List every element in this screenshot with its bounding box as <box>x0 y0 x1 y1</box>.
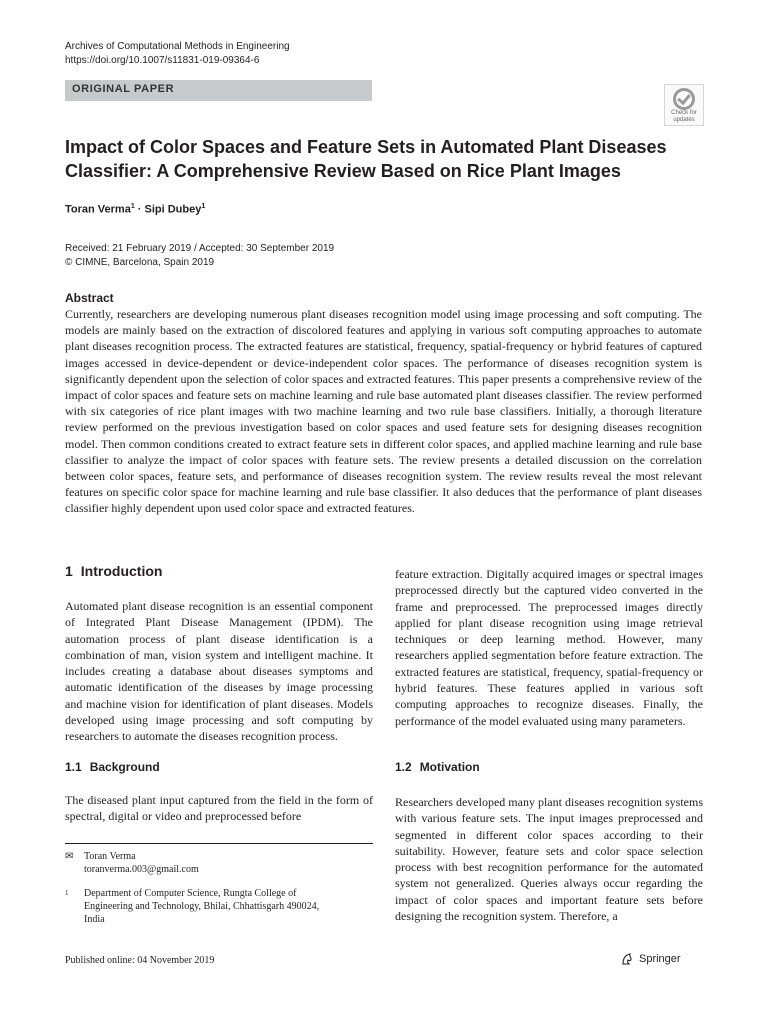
published-online-date: Published online: 04 November 2019 <box>65 955 215 966</box>
subsection-heading-motivation <box>395 760 480 774</box>
author-separator: · <box>134 203 145 216</box>
publisher-logo[interactable] <box>620 952 681 966</box>
motivation-paragraph: Researchers developed many plant diseases recognition systems with various feature sets. The input images preprocessed and segmented in different color spaces according to their suitability. However, feature sets and color space selection process with best recognition performance for the automated system not generalized. Queries always occur regarding the impact of color spaces and important feature sets before designing the recognition system. Therefore, a <box>395 795 703 924</box>
publisher-name: Springer <box>639 953 681 965</box>
check-updates-label-2: updates <box>673 117 695 123</box>
abstract-heading: Abstract <box>65 291 114 305</box>
affiliation-mark: 1 <box>201 203 206 210</box>
affiliation-text: Department of Computer Science, Rungta College of Engineering and Technology, Bhilai, Chhattisgarh 490024, India <box>84 888 320 925</box>
footnote-divider <box>65 843 373 844</box>
author-list <box>65 203 205 216</box>
subsection-number: 1.2 <box>395 760 412 774</box>
journal-name: Archives of Computational Methods in Engineering <box>65 41 290 52</box>
abstract-text: Currently, researchers are developing numerous plant diseases recognition model using image processing and soft computing. The models are mainly based on the extraction of discolored features and applying in various soft computing approaches to automate plant diseases recognition process. The extracted features are statistical, frequency, spatial-frequency or hybrid features of captured images accessed in device-dependent or device-independent color spaces. The performance of diseases recognition system is significantly dependent upon the selection of color spaces and extracted features. This paper presents a comprehensive review of the impact of color spaces and feature sets on machine learning and rule base automated plant diseases classifier. The review performed with six categories of rice plant images with two machine learning and two rule base classifiers. Initially, a thorough literature review performed on the previous investigation based on color spaces and used feature sets for designing diseases recognition model. Then common conditions created to extract feature sets in different color spaces, and applied machine learning and rule base classifier to analyze the impact of color spaces with feature sets. The review presents a detailed discussion on the correlation between color spaces, feature sets, and performance of diseases recognition system. The review results reveal the most relevant features on specific color space for machine learning and rule base classifier. It also deduces that the performance of plant diseases classifier highly dependent upon used color space and extracted features. <box>65 307 702 516</box>
introduction-continued-paragraph: feature extraction. Digitally acquired images or spectral images preprocessed directly but the captured video converted in the frame and preprocessed. The preprocessed images directly applied for plant disease recognition using image retrieval techniques or deep learning method. However, many researchers applied segmentation before feature extraction. The extracted features are statistical, frequency, spatial-frequency or hybrid features. These features applied in various soft computing approaches to recognize diseases. Finally, the performance of the model evaluated using many parameters. <box>395 567 703 728</box>
introduction-paragraph: Automated plant disease recognition is an essential component of Integrated Plant Disease Management (IPDM). The automation process of plant disease identification is a combination of man, vision system and intelligent machine. It includes creating a database about diseases symptoms and automatic identification of the diseases by image processing and machine vision for identification of plant diseases. Models developed using image processing and soft computing by researchers to automate the diseases recognition process. <box>65 599 373 744</box>
corresponding-author-name: Toran Verma <box>84 851 136 862</box>
section-number: 1 <box>65 563 73 579</box>
envelope-icon: ✉ <box>65 851 74 862</box>
affiliation-mark: 1 <box>130 203 135 210</box>
corresponding-author-email[interactable]: toranverma.003@gmail.com <box>84 864 199 875</box>
subsection-heading-background <box>65 760 160 774</box>
subsection-number: 1.1 <box>65 760 82 774</box>
check-updates-icon <box>673 88 695 110</box>
publication-history <box>65 242 334 270</box>
section-heading-introduction <box>65 563 162 579</box>
subsection-title: Background <box>89 760 160 774</box>
author-name[interactable]: Sipi Dubey <box>144 203 202 216</box>
received-accepted-dates: Received: 21 February 2019 / Accepted: 30 September 2019 <box>65 243 335 254</box>
corresponding-author-footnote <box>65 850 373 878</box>
check-for-updates-badge[interactable] <box>664 84 704 126</box>
affiliation-number: 1 <box>65 889 69 897</box>
author-name[interactable]: Toran Verma <box>65 203 131 216</box>
affiliation-footnote <box>65 887 373 929</box>
subsection-title: Motivation <box>419 760 480 774</box>
section-title: Introduction <box>80 563 163 579</box>
background-paragraph: The diseased plant input captured from the field in the form of spectral, digital or video and preprocessed before <box>65 793 373 824</box>
springer-horse-icon <box>620 952 634 966</box>
check-updates-label-1: Check for <box>671 110 697 116</box>
paper-type-label: ORIGINAL PAPER <box>72 83 175 95</box>
paper-title: Impact of Color Spaces and Feature Sets in Automated Plant Diseases Classifier: A Comprehensive Review Based on Rice Plant Images <box>65 137 667 181</box>
copyright-line: © CIMNE, Barcelona, Spain 2019 <box>65 257 215 268</box>
paper-type-banner <box>65 80 372 101</box>
doi-link[interactable]: https://doi.org/10.1007/s11831-019-09364-6 <box>65 55 260 66</box>
